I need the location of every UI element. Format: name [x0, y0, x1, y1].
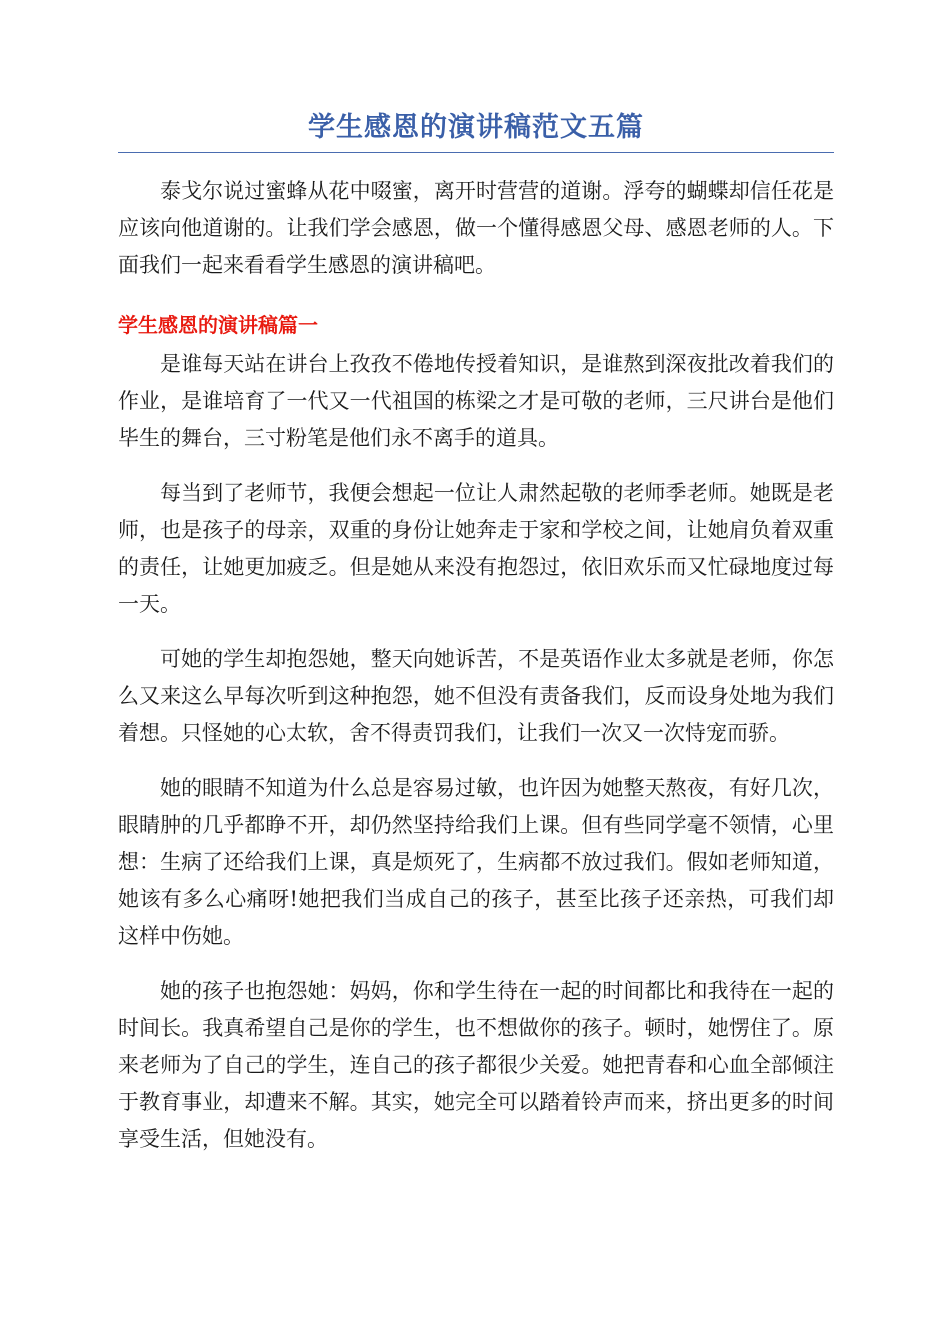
body-paragraph-1: 是谁每天站在讲台上孜孜不倦地传授着知识，是谁熬到深夜批改着我们的作业，是谁培育了一代又一代祖国的栋梁之才是可敬的老师，三尺讲台是他们毕生的舞台，三寸粉笔是他们永不离手的道具。 [118, 352, 834, 450]
document-title: 学生感恩的演讲稿范文五篇 [118, 108, 834, 153]
body-paragraph-2: 每当到了老师节，我便会想起一位让人肃然起敬的老师季老师。她既是老师，也是孩子的母亲，双重的身份让她奔走于家和学校之间，让她肩负着双重的责任，让她更加疲乏。但是她从来没有抱怨过，依旧欢乐而又忙碌地度过每一天。 [118, 481, 834, 616]
body-paragraph-4: 她的眼睛不知道为什么总是容易过敏，也许因为她整天熬夜，有好几次，眼睛肿的几乎都睁不开，却仍然坚持给我们上课。但有些同学毫不领情，心里想：生病了还给我们上课，真是烦死了，生病都不放过我们。假如老师知道，她该有多么心痛呀!她把我们当成自己的孩子，甚至比孩子还亲热，可我们却这样中伤她。 [118, 776, 834, 948]
section-heading: 学生感恩的演讲稿篇一 [118, 313, 318, 337]
intro-paragraph: 泰戈尔说过蜜蜂从花中啜蜜，离开时营营的道谢。浮夸的蝴蝶却信任花是应该向他道谢的。让我们学会感恩，做一个懂得感恩父母、感恩老师的人。下面我们一起来看看学生感恩的演讲稿吧。 [118, 179, 834, 277]
document-page [118, 108, 834, 1158]
body-paragraph-3: 可她的学生却抱怨她，整天向她诉苦，不是英语作业太多就是老师，你怎么又来这么早每次听到这种抱怨，她不但没有责备我们，反而设身处地为我们着想。只怪她的心太软，舍不得责罚我们，让我们一次又一次恃宠而骄。 [118, 647, 834, 745]
body-paragraph-5: 她的孩子也抱怨她：妈妈，你和学生待在一起的时间都比和我待在一起的时间长。我真希望自己是你的学生，也不想做你的孩子。顿时，她愣住了。原来老师为了自己的学生，连自己的孩子都很少关爱。她把青春和心血全部倾注于教育事业，却遭来不解。其实，她完全可以踏着铃声而来，挤出更多的时间享受生活，但她没有。 [118, 979, 834, 1151]
